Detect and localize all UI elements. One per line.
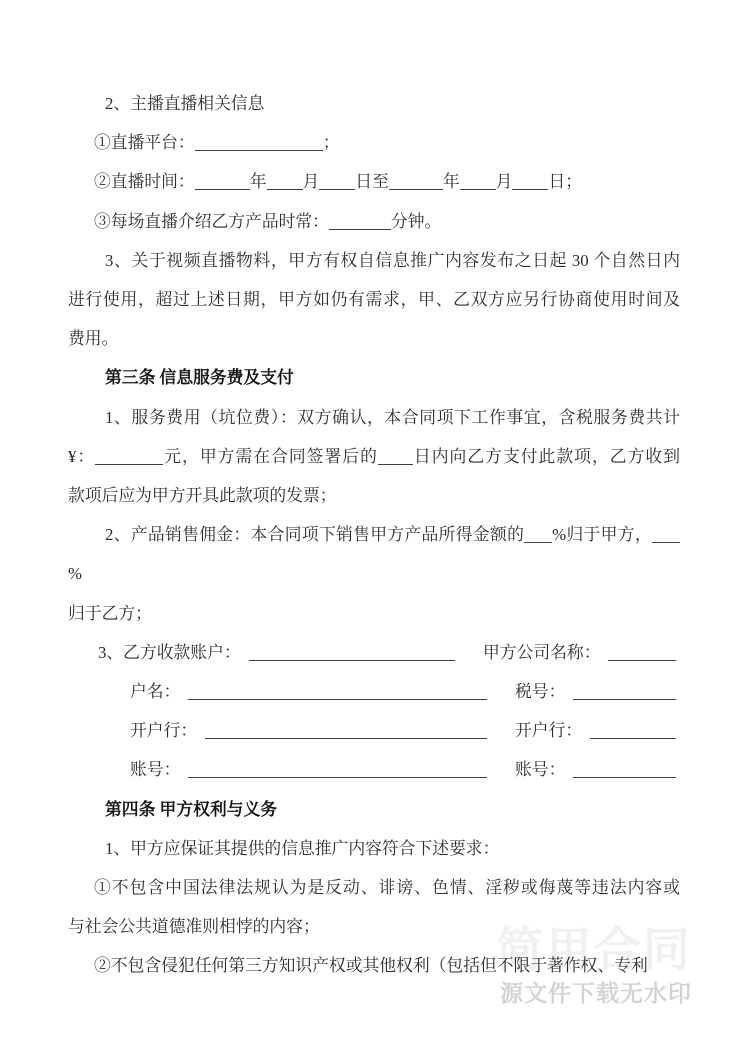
item-live-duration [68,202,680,241]
blank-underline [267,177,303,190]
document-body [68,84,680,986]
text-run: 日内向乙方支付此款项，乙方收到 [412,446,680,466]
article4-heading [68,790,680,829]
blank-underline [95,452,163,465]
field-label: 3、乙方收款账户： [98,642,241,662]
article3-heading [68,358,680,397]
clause-materials-line1 [68,241,680,280]
item-live-platform [68,123,680,162]
text-run: 款项后应为甲方开具此款项的发票； [68,486,337,506]
watermark-tagline-text: 源文件下载无水印 [500,980,692,1006]
text-run: 日至 [355,172,389,192]
row-bank-branch-bank-branch [68,711,680,750]
fee-clause-line3 [68,476,680,515]
text-run: ②直播时间： [94,172,195,192]
text-run: 元，甲方需在合同签署后的 [163,446,378,466]
requirement1-line2 [68,907,680,946]
text-run: 年 [442,172,460,192]
field-left [68,750,487,789]
blank-underline [329,217,391,230]
field-label: 开户行： [130,721,198,741]
row-account-number-account-number [68,750,680,789]
text-run: 年 [249,172,267,192]
commission-clause-line2 [68,594,680,633]
field-left [68,633,455,672]
text-run: 月 [302,172,320,192]
field-label: 开户行： [515,721,583,741]
clause-materials-line2 [68,280,680,319]
text-run: ①直播平台： [94,133,195,153]
text-run: 1、服务费用（坑位费）：双方确认，本合同项下工作事宜，含税服务费共计 [105,407,680,427]
blank-underline [573,765,676,778]
field-label: 户名： [130,682,181,702]
field-label: 账号： [130,760,181,780]
text-run: 第四条 甲方权利与义务 [105,799,278,819]
text-run: 进行使用，超过上述日期，甲方如仍有需求，甲、乙双方应另行协商使用时间及 [68,290,680,310]
blank-underline [573,687,676,700]
blank-underline [319,177,355,190]
blank-underline [195,138,323,151]
blank-underline [512,177,548,190]
text-run: 费用。 [68,329,119,349]
fee-clause-line2 [68,437,680,476]
item-live-time [68,162,680,201]
obligation-intro [68,829,680,868]
text-run: ②不包含侵犯任何第三方知识产权或其他权利（包括但不限于著作权、专利 [94,956,648,976]
text-run: 与社会公共道德准则相悖的内容； [68,917,320,937]
blank-underline [378,452,413,465]
requirement1-line1 [68,868,680,907]
text-run: %归于甲方， [552,525,652,545]
blank-underline [195,177,250,190]
text-run: 1、甲方应保证其提供的信息推广内容符合下述要求： [105,838,500,858]
field-right [515,711,680,750]
watermark-brand-text: 简用合同 [496,923,692,976]
field-right [483,633,680,672]
blank-underline [188,687,487,700]
blank-underline [460,177,496,190]
text-run: 第三条 信息服务费及支付 [105,368,294,388]
text-run: 分钟。 [390,211,442,231]
text-run: 归于乙方； [68,603,152,623]
blank-underline [249,648,455,661]
section2-subtitle [68,84,680,123]
blank-underline [389,177,443,190]
row-account-holder-tax-number [68,672,680,711]
field-right [515,672,680,711]
field-right [515,750,680,789]
requirement2-line1 [68,946,680,985]
fee-clause-line1 [68,398,680,437]
commission-clause-line1 [68,515,680,593]
text-run: 月 [495,172,513,192]
blank-underline [608,648,676,661]
blank-underline [205,726,487,739]
blank-underline [652,530,680,543]
text-run: ③每场直播介绍乙方产品时常： [94,211,329,231]
blank-underline [590,726,676,739]
text-run: ； [322,133,340,153]
text-run: ①不包含中国法律法规认为是反动、诽谤、色情、淫秽或侮蔑等违法内容或 [94,878,680,898]
text-run: 2、主播直播相关信息 [105,94,265,113]
blank-underline [524,530,552,543]
text-run: % [68,564,82,584]
field-left [68,711,487,750]
text-run: ¥： [68,446,96,466]
field-label: 税号： [515,682,566,702]
field-label: 甲方公司名称： [483,642,601,662]
text-run: 日； [548,172,583,192]
row-receiving-account-company-name [68,633,680,672]
text-run: 2、产品销售佣金：本合同项下销售甲方产品所得金额的 [105,525,525,545]
blank-underline [188,765,487,778]
text-run: 3、关于视频直播物料，甲方有权自信息推广内容发布之日起 30 个自然日内 [105,250,680,270]
field-label: 账号： [515,760,566,780]
field-left [68,672,487,711]
clause-materials-line3 [68,319,680,358]
